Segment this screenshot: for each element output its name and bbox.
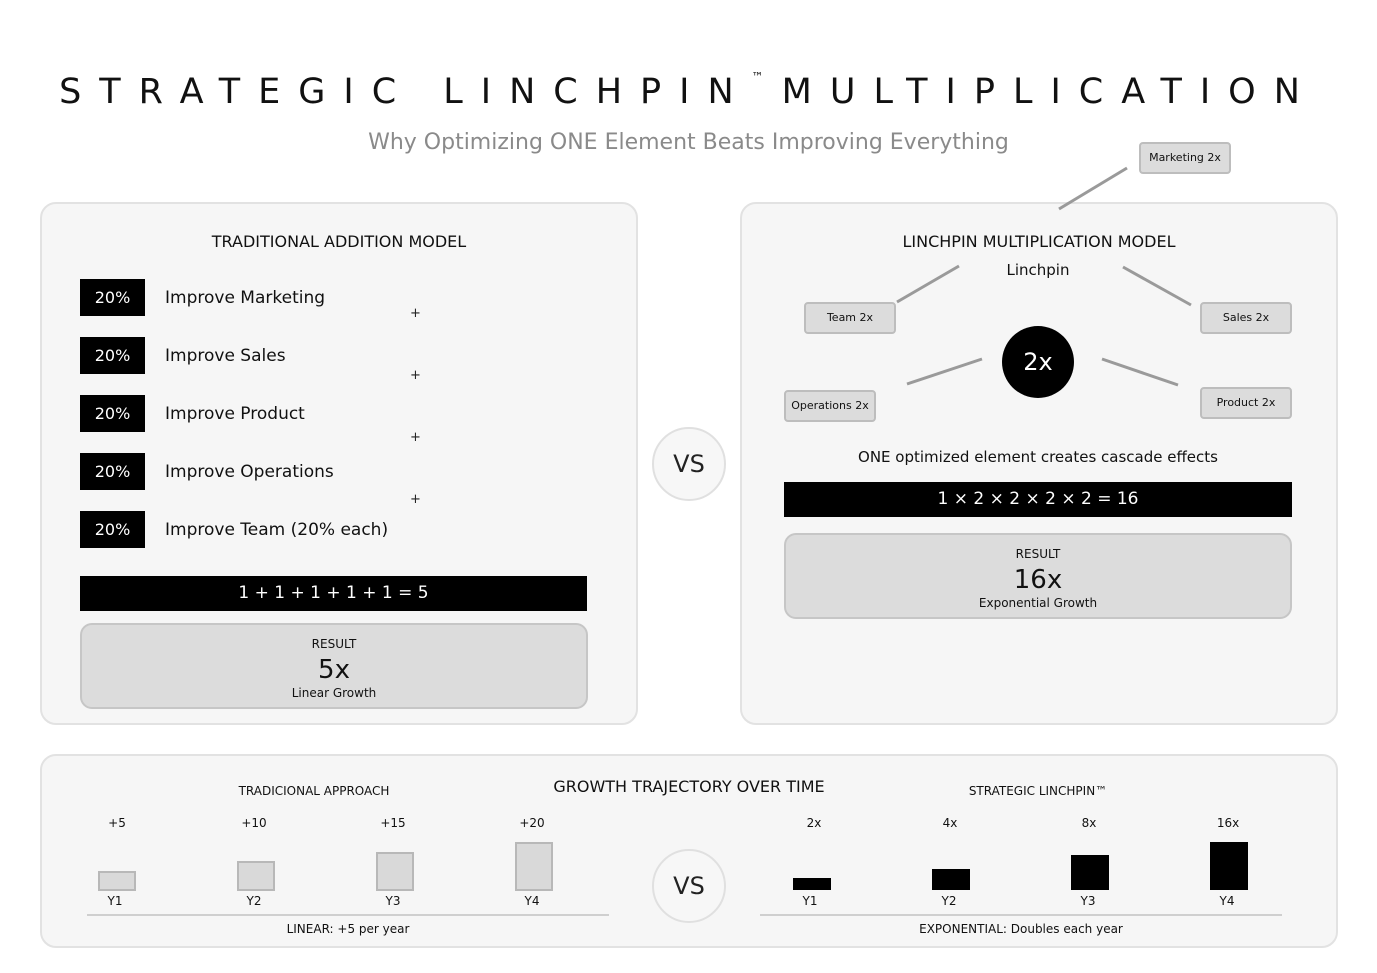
plus-sign: + [410,430,421,445]
pct-badge: 20% [80,453,145,490]
bar-year: Y1 [802,894,818,908]
linchpin-center-label: Linchpin [1006,261,1070,279]
exponential-caption: EXPONENTIAL: Doubles each year [919,922,1123,936]
traditional-approach-label: TRADICIONAL APPROACH [238,784,390,798]
page-subtitle: Why Optimizing ONE Element Beats Improving Everything [368,130,1009,155]
traditional-title: TRADITIONAL ADDITION MODEL [211,232,467,251]
bar [1071,855,1109,890]
item-label: Improve Operations [165,462,334,482]
bar [376,852,414,891]
node-sales: Sales 2x [1200,302,1292,334]
result-value: 5x [318,655,350,685]
connector-team [897,266,959,302]
growth-title: GROWTH TRAJECTORY OVER TIME [553,777,825,796]
bar [98,871,136,891]
bar [1210,842,1248,890]
vs-badge: VS [652,849,726,923]
strategic-linchpin-label: STRATEGIC LINCHPIN™ [968,784,1108,798]
item-label: Improve Team (20% each) [165,520,389,540]
connector-operations [907,359,982,384]
plus-sign: + [410,306,421,321]
pct-badge: 20% [80,279,145,316]
linear-caption: LINEAR: +5 per year [286,922,410,936]
item-label: Improve Marketing [165,288,326,308]
node-team: Team 2x [804,302,896,334]
bar-value: 2x [806,816,822,830]
traditional-axis [87,914,609,916]
bar [515,842,553,891]
linchpin-axis [760,914,1282,916]
bar-value: +15 [380,816,406,830]
node-product: Product 2x [1200,387,1292,419]
bar-year: Y3 [385,894,401,908]
bar-year: Y4 [1219,894,1235,908]
result-label: RESULT [311,637,357,651]
bar-value: +20 [519,816,545,830]
cascade-caption: ONE optimized element creates cascade effects [858,448,1218,466]
addition-equation: 1 + 1 + 1 + 1 + 1 = 5 [80,576,587,611]
bar-value: 16x [1216,816,1240,830]
item-label: Improve Product [165,404,305,424]
bar-value: +5 [108,816,126,830]
result-label: RESULT [1015,547,1061,561]
pct-badge: 20% [80,511,145,548]
bar-year: Y2 [941,894,957,908]
item-label: Improve Sales [165,346,286,366]
bar [237,861,275,891]
title-end: MULTIPLICATION [781,72,1318,112]
bar-year: Y4 [524,894,540,908]
plus-sign: + [410,368,421,383]
connector-sales [1123,267,1191,305]
connector-product [1102,359,1178,385]
result-sub: Linear Growth [291,686,377,700]
bar-value: 4x [942,816,958,830]
vs-badge: VS [652,427,726,501]
bar-value: +10 [241,816,267,830]
trademark-symbol: ™ [751,70,764,84]
node-marketing: Marketing 2x [1139,142,1231,174]
linchpin-title: LINCHPIN MULTIPLICATION MODEL [902,232,1176,251]
result-sub: Exponential Growth [978,596,1098,610]
node-operations: Operations 2x [784,390,876,422]
bar [932,869,970,890]
connector-marketing [1059,168,1127,209]
linchpin-result-box [784,533,1292,619]
bar-year: Y3 [1080,894,1096,908]
pct-badge: 20% [80,337,145,374]
pct-badge: 20% [80,395,145,432]
multiplication-equation: 1 × 2 × 2 × 2 × 2 = 16 [784,482,1292,517]
bar [793,878,831,890]
title-main: STRATEGIC LINCHPIN [59,72,752,112]
plus-sign: + [410,492,421,507]
linchpin-center-circle: 2x [1002,326,1074,398]
bar-year: Y1 [107,894,123,908]
bar-year: Y2 [246,894,262,908]
result-value: 16x [1013,565,1063,595]
bar-value: 8x [1081,816,1097,830]
